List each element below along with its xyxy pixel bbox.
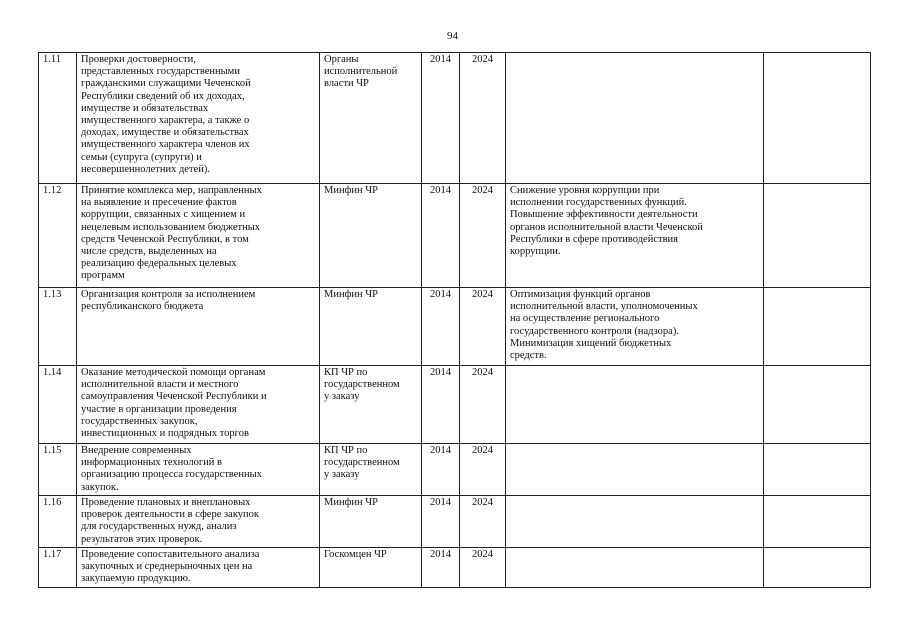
year-end-cell: 2024 (460, 496, 506, 548)
table-row (39, 184, 871, 288)
result-cell (506, 366, 764, 444)
item-number: 1.11 (39, 53, 77, 184)
activity-cell: Принятие комплекса мер, направленных на выявление и пресечение фактов коррупции, связанных с хищением и нецелевым использованием бюджетных средств Чеченской Республики, в том числе средств, выделенных на реализацию федеральных целевых программ (77, 184, 320, 288)
table-row (39, 548, 871, 588)
executor-cell: КП ЧР по государственном у заказу (320, 366, 422, 444)
year-end-cell: 2024 (460, 288, 506, 366)
note-cell (764, 184, 871, 288)
activity-cell: Проведение плановых и внеплановых проверок деятельности в сфере закупок для государственных нужд, анализ результатов этих проверок. (77, 496, 320, 548)
activity-cell: Проверки достоверности, представленных государственными гражданскими служащими Чеченской Республики сведений об их доходах, имуществе и обязательствах имущественного характера, а также о доходах, имуществе и обязательствах имущественного характера членов их семьи (супруга (супруги) и несовершеннолетних детей). (77, 53, 320, 184)
activity-cell: Организация контроля за исполнением республиканского бюджета (77, 288, 320, 366)
activity-cell: Оказание методической помощи органам исполнительной власти и местного самоуправления Чеченской Республики и участие в организации проведения государственных закупок, инвестиционных и подрядных торгов (77, 366, 320, 444)
executor-cell: Минфин ЧР (320, 496, 422, 548)
table-row (39, 496, 871, 548)
result-cell (506, 548, 764, 588)
note-cell (764, 444, 871, 496)
result-cell (506, 496, 764, 548)
item-number: 1.13 (39, 288, 77, 366)
executor-cell: Органы исполнительной власти ЧР (320, 53, 422, 184)
year-start-cell: 2014 (422, 184, 460, 288)
item-number: 1.16 (39, 496, 77, 548)
year-end-cell: 2024 (460, 444, 506, 496)
table-row (39, 53, 871, 184)
table-row (39, 288, 871, 366)
executor-cell: Минфин ЧР (320, 184, 422, 288)
measures-table (38, 52, 871, 588)
executor-cell: Минфин ЧР (320, 288, 422, 366)
activity-cell: Внедрение современных информационных технологий в организацию процесса государственных закупок. (77, 444, 320, 496)
year-end-cell: 2024 (460, 548, 506, 588)
year-start-cell: 2014 (422, 366, 460, 444)
page-number: 94 (447, 30, 458, 42)
item-number: 1.17 (39, 548, 77, 588)
executor-cell: Госкомцен ЧР (320, 548, 422, 588)
note-cell (764, 366, 871, 444)
year-end-cell: 2024 (460, 184, 506, 288)
note-cell (764, 548, 871, 588)
result-cell (506, 53, 764, 184)
year-start-cell: 2014 (422, 548, 460, 588)
year-end-cell: 2024 (460, 53, 506, 184)
activity-cell: Проведение сопоставительного анализа закупочных и среднерыночных цен на закупаемую продукцию. (77, 548, 320, 588)
table-row (39, 444, 871, 496)
item-number: 1.12 (39, 184, 77, 288)
year-start-cell: 2014 (422, 496, 460, 548)
year-start-cell: 2014 (422, 288, 460, 366)
note-cell (764, 53, 871, 184)
result-cell: Оптимизация функций органов исполнительной власти, уполномоченных на осуществление регионального государственного контроля (надзора). Минимизация хищений бюджетных средств. (506, 288, 764, 366)
note-cell (764, 496, 871, 548)
item-number: 1.15 (39, 444, 77, 496)
note-cell (764, 288, 871, 366)
executor-cell: КП ЧР по государственном у заказу (320, 444, 422, 496)
result-cell: Снижение уровня коррупции при исполнении государственных функций. Повышение эффективности деятельности органов исполнительной власти Чеченской Республики в сфере противодействия коррупции. (506, 184, 764, 288)
year-start-cell: 2014 (422, 53, 460, 184)
table-row (39, 366, 871, 444)
item-number: 1.14 (39, 366, 77, 444)
year-end-cell: 2024 (460, 366, 506, 444)
result-cell (506, 444, 764, 496)
year-start-cell: 2014 (422, 444, 460, 496)
